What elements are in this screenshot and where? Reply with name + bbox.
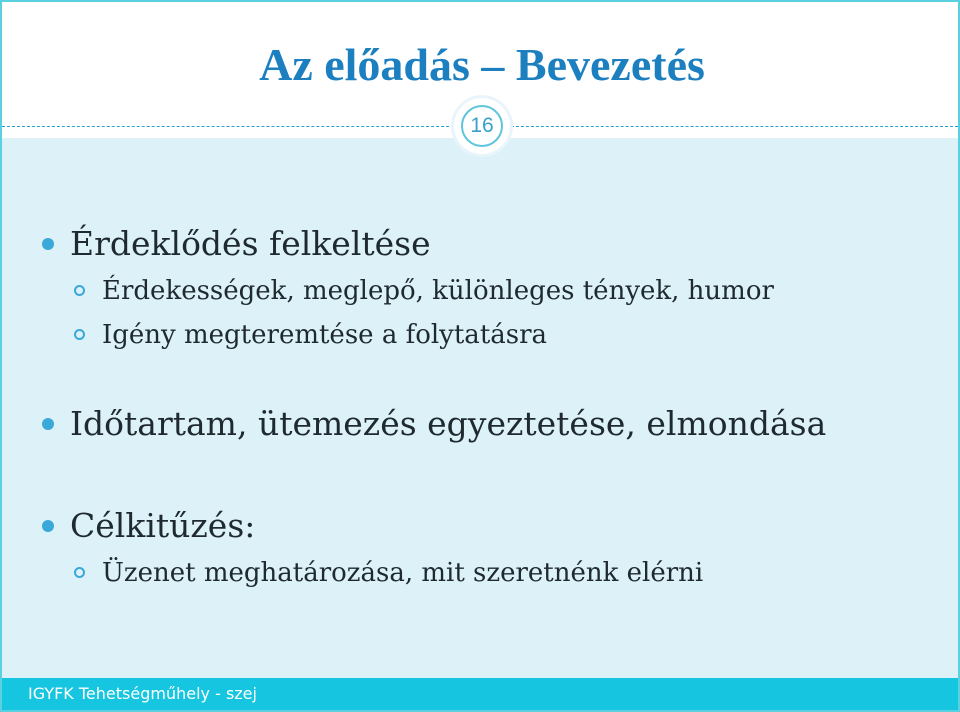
sub-bullet-ring-icon [74, 567, 85, 578]
sub-bullet-text: Igény megteremtése a folytatásra [102, 320, 548, 350]
content-area [2, 138, 958, 678]
page-number-badge [454, 98, 510, 154]
bullet-text: Érdeklődés felkeltése [70, 224, 431, 263]
bullet-item [70, 224, 431, 264]
bullet-text: Időtartam, ütemezés egyeztetése, elmondása [70, 404, 827, 443]
bullet-dot-icon [42, 418, 54, 430]
sub-bullet-item [102, 318, 547, 352]
bullet-item [70, 404, 826, 444]
footer-bar [2, 678, 958, 710]
bullet-dot-icon [42, 238, 54, 250]
sub-bullet-item [102, 556, 703, 590]
bullet-item [70, 506, 255, 546]
sub-bullet-text: Érdekességek, meglepő, különleges tények, humor [102, 276, 774, 306]
sub-bullet-text: Üzenet meghatározása, mit szeretnénk elérni [102, 558, 704, 588]
bullet-text: Célkitűzés: [70, 506, 256, 545]
footer-text: IGYFK Tehetségműhely - szej [28, 684, 257, 703]
page-number: 16 [461, 105, 503, 147]
sub-bullet-item [102, 274, 774, 308]
sub-bullet-ring-icon [74, 329, 85, 340]
bullet-dot-icon [42, 520, 54, 532]
slide-title: Az előadás – Bevezetés [259, 39, 705, 90]
sub-bullet-ring-icon [74, 285, 85, 296]
